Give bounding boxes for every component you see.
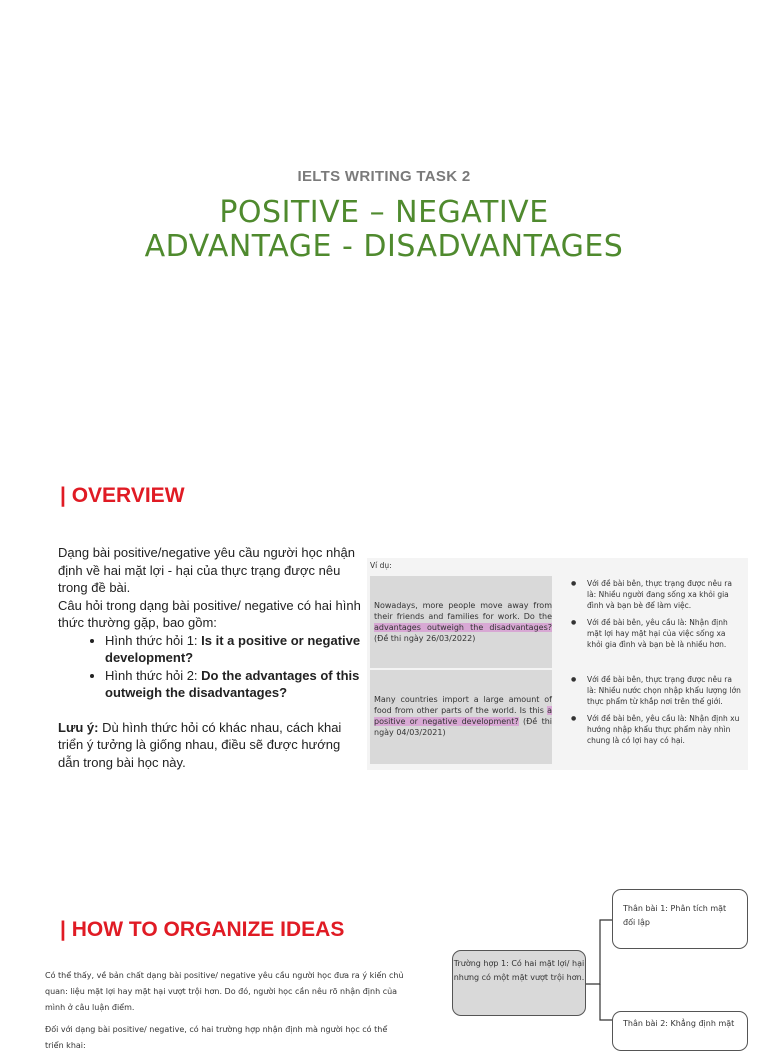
organize-para-2: Đối với dạng bài positive/ negative, có hai trường hợp nhận định mà người học có thể triển khai: — [45, 1025, 388, 1050]
overview-question-intro: Câu hỏi trong dạng bài positive/ negative có hai hình thức thường gặp, bao gồm: — [58, 597, 361, 630]
title-line-1: POSITIVE – NEGATIVE — [219, 195, 549, 230]
title-line-2: ADVANTAGE - DISADVANTAGES — [144, 229, 624, 264]
example-prompt-1: Nowadays, more people move away from their friends and families for work. Do the advantages outweigh the disadvantages? (Đề thi ngày 26/03/2022) — [370, 576, 552, 668]
question-form-item: • Hình thức hỏi 2: Do the advantages of this outweigh the disadvantages? — [105, 667, 363, 702]
diagram-node-body-2: Thân bài 2: Khẳng định mặt — [612, 1011, 748, 1051]
connector-down — [600, 984, 614, 1020]
note-label: Lưu ý: — [58, 719, 99, 735]
organize-text — [45, 968, 405, 1060]
overview-heading: | OVERVIEW — [60, 484, 185, 507]
question-form-bold: Do the advantages of this outweigh the disadvantages? — [105, 667, 360, 700]
example-bullets-2 — [571, 674, 741, 752]
example-bullets-1 — [571, 578, 741, 656]
overview-intro: Dạng bài positive/negative yêu cầu người học nhận định về hai mặt lợi - hại của thực trạng được nêu trong đề bài. — [58, 545, 355, 595]
list-item: ● Với đề bài bên, thực trạng được nêu ra là: Nhiều nước chọn nhập khẩu lượng lớn thực phẩm từ khắp nơi trên thế giới. — [571, 674, 741, 707]
organize-para-1: Có thể thấy, về bản chất dạng bài positive/ negative yêu cầu người học đưa ra ý kiến chủ quan: liệu mặt lợi hay mặt hại vượt trội hơn. Do đó, người học cần nêu rõ nhận định của mình ở câu luận điểm. — [45, 971, 404, 1012]
question-forms-list — [58, 632, 363, 702]
list-item: ● Với đề bài bên, yêu cầu là: Nhận định mặt lợi hay mặt hại của việc sống xa khỏi gia đình và bạn bè là nhiều hơn. — [571, 617, 741, 650]
question-form-bold: Is it a positive or negative development? — [105, 632, 361, 665]
highlight: advantages outweigh the disadvantages? — [374, 623, 552, 632]
diagram-node-case-1: Trường hợp 1: Có hai mặt lợi/ hại nhưng có một mặt vượt trội hơn. — [452, 950, 586, 1016]
list-item: ● Với đề bài bên, thực trạng được nêu ra là: Nhiều người đang sống xa khỏi gia đình và bạn bè để làm việc. — [571, 578, 741, 611]
example-label: Ví dụ: — [370, 561, 392, 570]
question-form-item: • Hình thức hỏi 1: Is it a positive or negative development? — [105, 632, 363, 667]
overview-note — [58, 719, 363, 772]
example-image — [367, 558, 748, 770]
page-title — [0, 196, 768, 264]
note-text: Dù hình thức hỏi có khác nhau, cách khai triển ý tưởng là giống nhau, điều sẽ được hướng dẫn trong bài học này. — [58, 719, 342, 770]
diagram-node-body-1: Thân bài 1: Phân tích mặt đối lập — [612, 889, 748, 949]
page-subtitle: IELTS WRITING TASK 2 — [297, 168, 471, 185]
organize-heading: | HOW TO ORGANIZE IDEAS — [60, 918, 345, 941]
connector-up — [586, 920, 614, 984]
highlight: a positive or negative development? — [374, 706, 552, 726]
list-item: ● Với đề bài bên, yêu cầu là: Nhận định xu hướng nhập khẩu thực phẩm này nhìn chung là có lợi hay có hại. — [571, 713, 741, 746]
example-prompt-2: Many countries import a large amount of food from other parts of the world. Is this a positive or negative development? (Đề thi ngày 04/03/2021) — [370, 670, 552, 764]
overview-text — [58, 544, 363, 771]
